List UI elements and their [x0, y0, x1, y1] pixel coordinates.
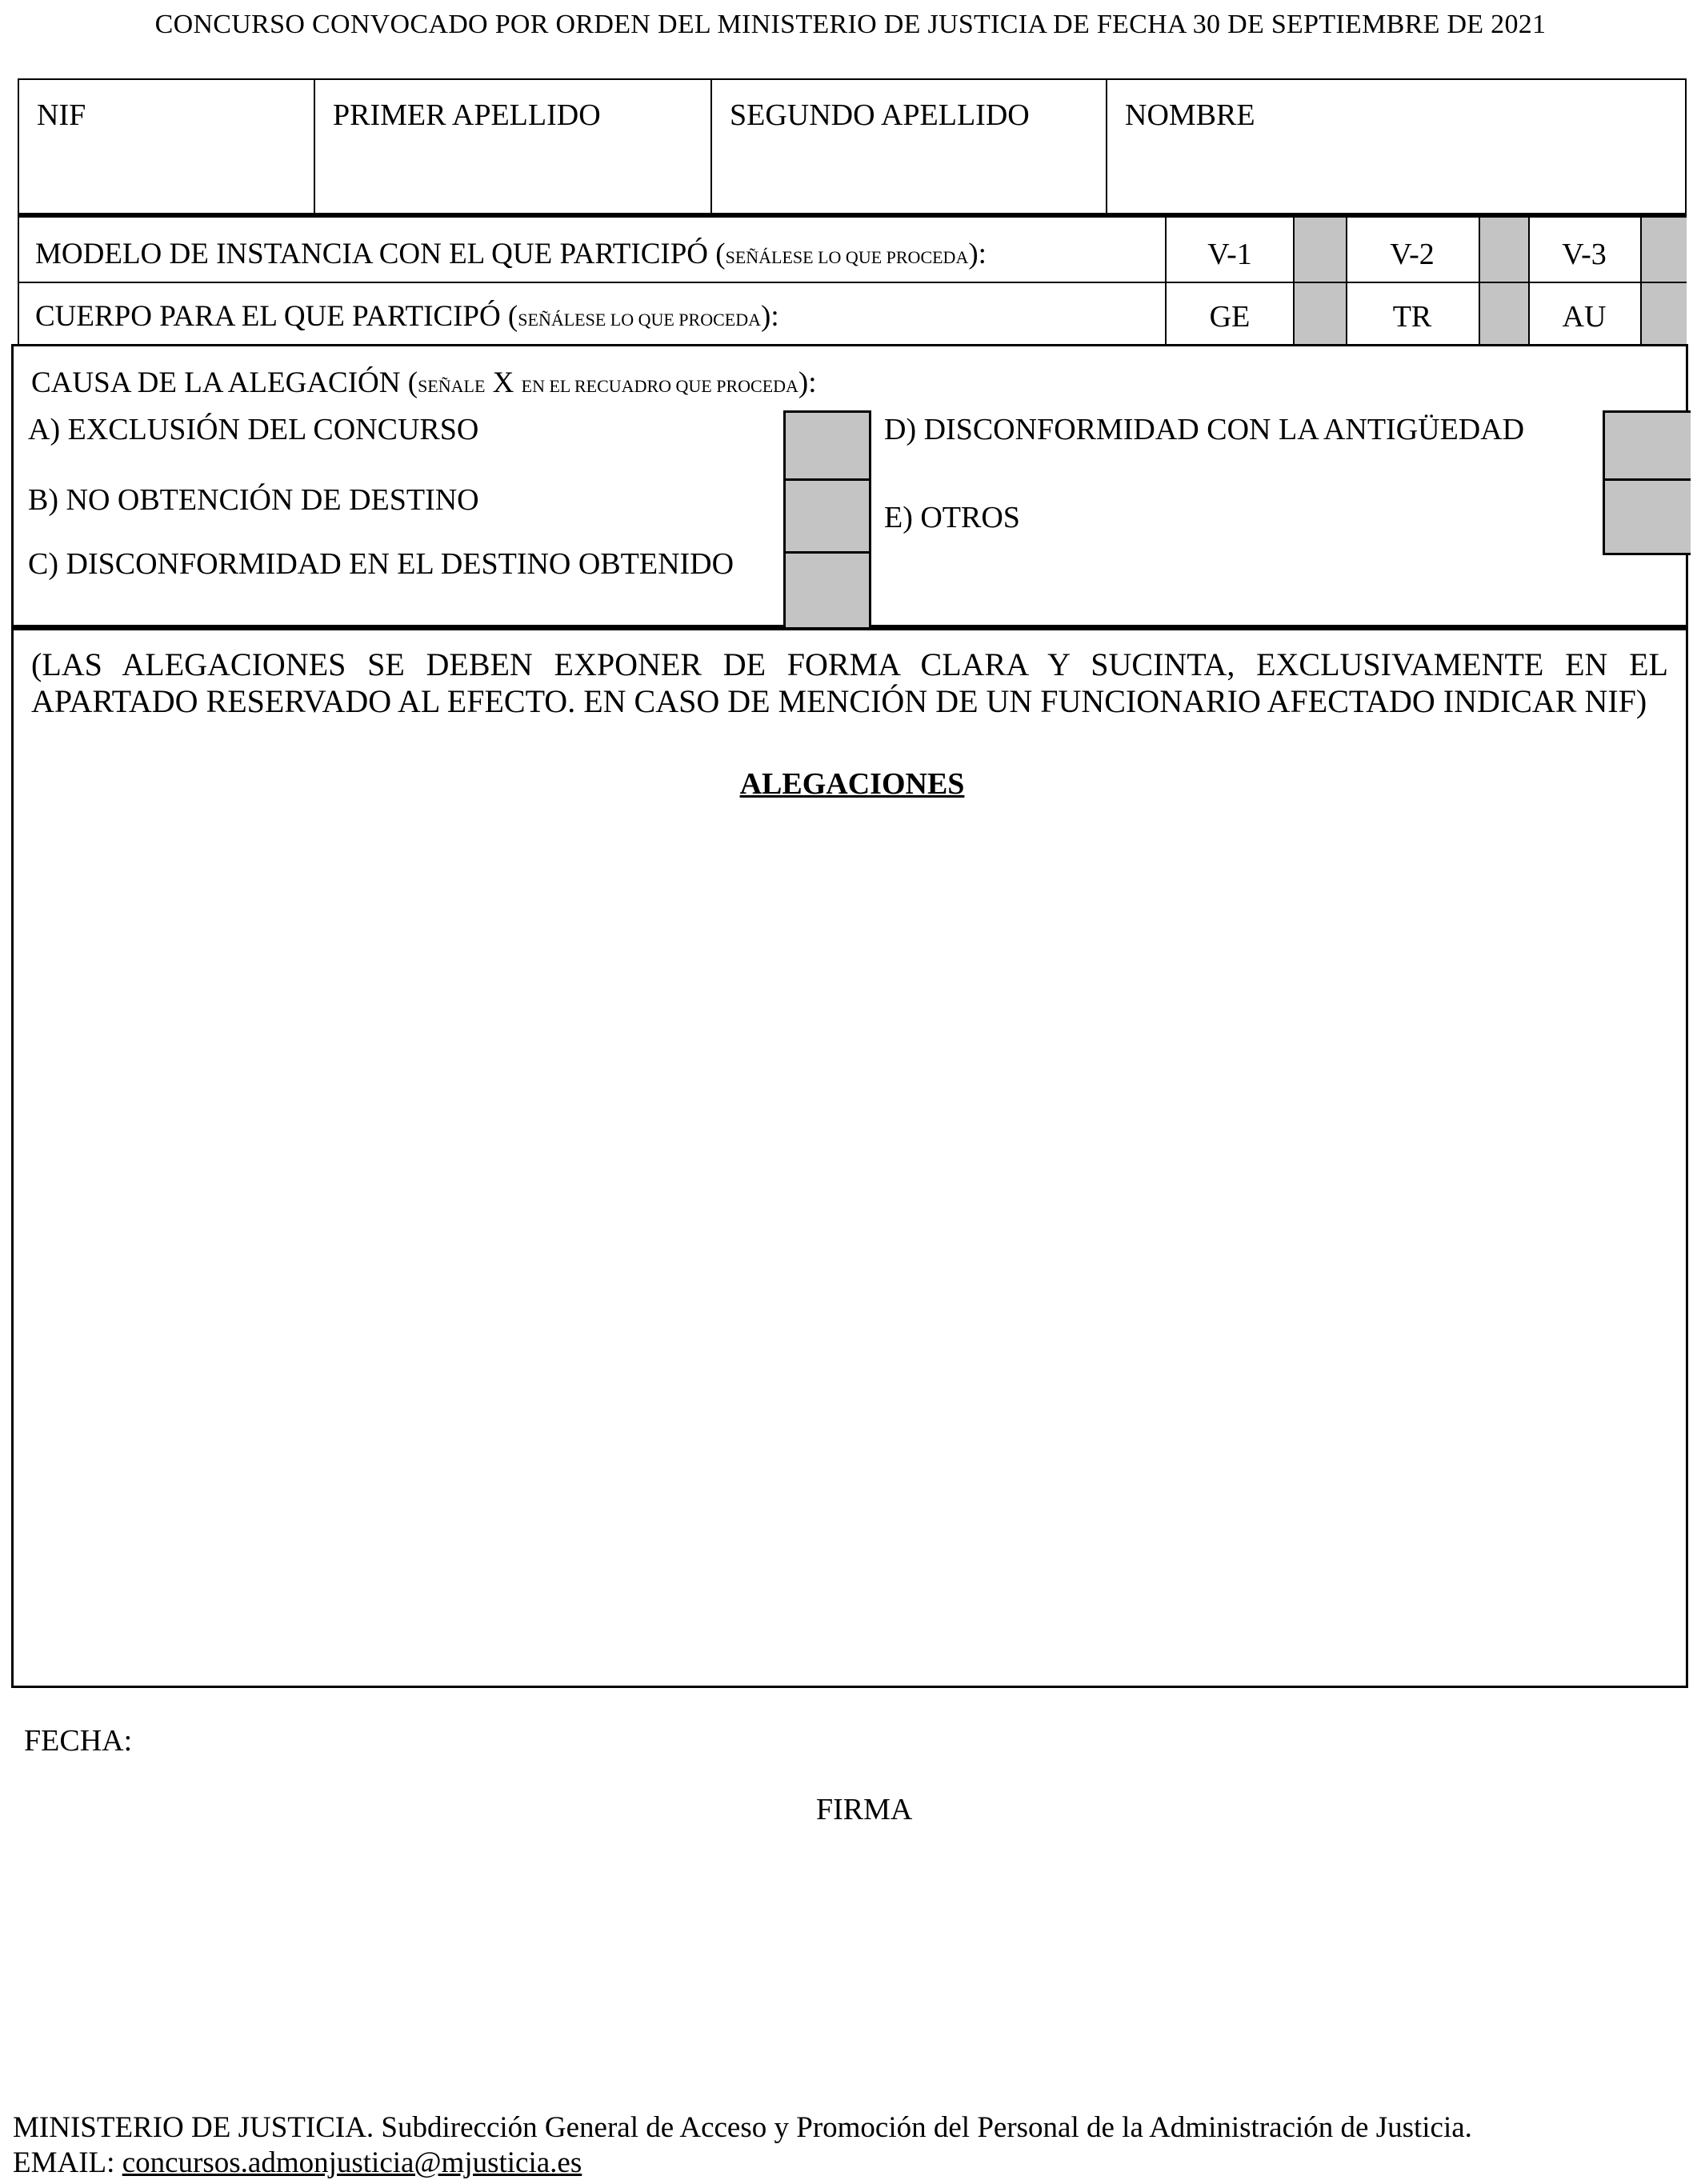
option-tr-label: TR [1392, 300, 1432, 334]
footer-email-label: EMAIL: [13, 2146, 122, 2179]
alegaciones-title: ALEGACIONES [739, 767, 965, 801]
firma-label: FIRMA [816, 1793, 913, 1826]
checkbox-au[interactable] [1640, 283, 1687, 346]
checkbox-tr[interactable] [1479, 283, 1530, 346]
nombre-field[interactable] [1107, 80, 1685, 213]
segundo-apellido-field[interactable] [712, 80, 1107, 213]
causa-item-e: E) OTROS [884, 501, 1020, 534]
option-v3-label: V-3 [1562, 238, 1607, 271]
checkbox-ge[interactable] [1293, 283, 1347, 346]
option-au-label: AU [1562, 300, 1607, 334]
footer [13, 2110, 1472, 2181]
modelo-label: MODELO DE INSTANCIA CON EL QUE PARTICIPÓ (SEÑÁLESE LO QUE PROCEDA): [35, 238, 987, 270]
checkbox-v3[interactable] [1640, 218, 1687, 282]
checkbox-d[interactable] [1603, 410, 1691, 481]
option-v2-label: V-2 [1390, 238, 1435, 271]
footer-email-line [13, 2146, 1472, 2181]
checkbox-c[interactable] [783, 551, 871, 627]
cuerpo-label: CUERPO PARA EL QUE PARTICIPÓ (SEÑÁLESE LO QUE PROCEDA): [35, 300, 779, 333]
modelo-row [18, 214, 1687, 282]
alegaciones-box[interactable] [11, 627, 1688, 1688]
nif-field[interactable] [19, 80, 315, 213]
checkbox-v2[interactable] [1479, 218, 1530, 282]
checkbox-e[interactable] [1603, 478, 1691, 555]
checkbox-v1[interactable] [1293, 218, 1347, 282]
fecha-label: FECHA: [24, 1724, 133, 1758]
primer-apellido-label: PRIMER APELLIDO [333, 98, 601, 132]
nif-label: NIF [37, 98, 86, 132]
causa-section [11, 344, 1688, 627]
checkbox-b[interactable] [783, 478, 871, 554]
causa-label: CAUSA DE LA ALEGACIÓN (SEÑALE X EN EL RECUADRO QUE PROCEDA): [31, 366, 817, 399]
alegaciones-instructions: (LAS ALEGACIONES SE DEBEN EXPONER DE FORMA CLARA Y SUCINTA, EXCLUSIVAMENTE EN EL APARTADO RESERVADO AL EFECTO. EN CASO DE MENCIÓN DE UN FUNCIONARIO AFECTADO INDICAR NIF) [31, 646, 1668, 719]
personal-data-table [18, 78, 1687, 214]
cuerpo-row [18, 282, 1687, 346]
causa-item-b: B) NO OBTENCIÓN DE DESTINO [28, 483, 479, 517]
checkbox-a[interactable] [783, 410, 871, 481]
email-link[interactable]: concursos.admonjusticia@mjusticia.es [122, 2146, 582, 2179]
option-ge-label: GE [1209, 300, 1251, 334]
option-v1-label: V-1 [1207, 238, 1252, 271]
segundo-apellido-label: SEGUNDO APELLIDO [730, 98, 1030, 132]
causa-item-a: A) EXCLUSIÓN DEL CONCURSO [28, 413, 479, 446]
nombre-label: NOMBRE [1125, 98, 1255, 132]
causa-item-d: D) DISCONFORMIDAD CON LA ANTIGÜEDAD [884, 413, 1525, 446]
page-title: CONCURSO CONVOCADO POR ORDEN DEL MINISTERIO DE JUSTICIA DE FECHA 30 DE SEPTIEMBRE DE 2021 [154, 10, 1547, 39]
primer-apellido-field[interactable] [315, 80, 712, 213]
footer-ministry: MINISTERIO DE JUSTICIA. Subdirección General de Acceso y Promoción del Personal de la Administración de Justicia. [13, 2111, 1472, 2144]
causa-item-c: C) DISCONFORMIDAD EN EL DESTINO OBTENIDO [28, 547, 734, 581]
